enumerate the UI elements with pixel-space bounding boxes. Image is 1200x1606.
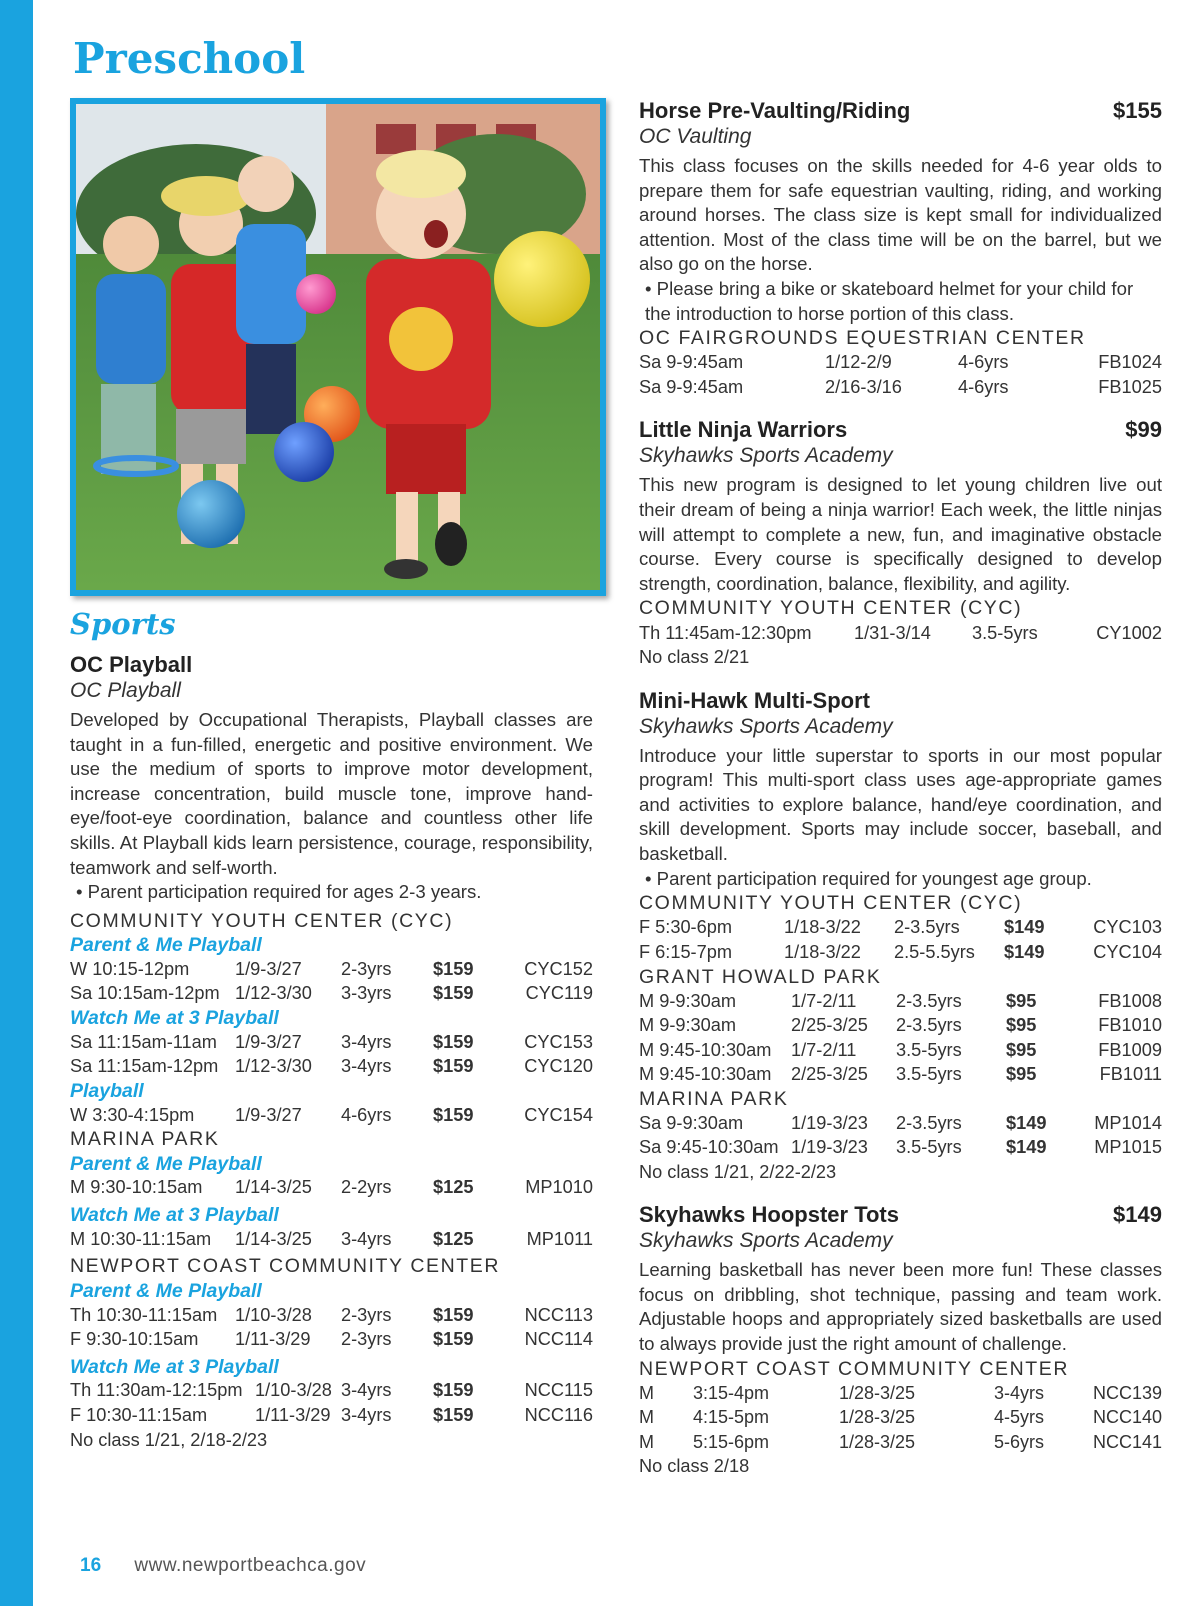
class-description: Learning basketball has never been more fun! These classes focus on dribbling, shot technique, passing and team work. Adjustable hoops and appropriately sized basketballs are used to always provide just the right amount of challenge. [639,1259,1162,1355]
group-label: Watch Me at 3 Playball [70,1204,279,1227]
schedule-row: Th 11:45am-12:30pm 1/31-3/14 3.5-5yrs CY1002 [639,622,1162,643]
location-name: MARINA PARK [70,1128,220,1151]
group-label: Watch Me at 3 Playball [70,1355,279,1378]
class-bullet: • Please bring a bike or skateboard helmet for your child for the introduction to horse portion of this class. [645,277,1134,324]
class-price: $155 [1113,98,1162,123]
schedule-row: M 5:15-6pm 1/28-3/25 5-6yrs NCC141 [639,1431,1162,1452]
group-label: Parent & Me Playball [70,1152,262,1175]
location-name: GRANT HOWALD PARK [639,965,882,988]
schedule-table [639,989,1162,1087]
schedule-row: Sa 10:15am-12pm 1/12-3/30 3-3yrs $159 CYC119 [70,983,593,1004]
class-provider: OC Playball [70,679,181,702]
ninja-listing [639,417,1162,669]
page-number: 16 [80,1555,102,1576]
class-note: No class 1/21, 2/22-2/23 [639,1161,837,1182]
schedule-table [639,1111,1162,1160]
kids-playing-photo [70,98,606,596]
class-title: OC Playball [70,652,193,677]
location-name: NEWPORT COAST COMMUNITY CENTER [639,1357,1070,1380]
page-footer [80,1555,366,1577]
schedule-row: F 6:15-7pm 1/18-3/22 2.5-5.5yrs $149 CYC104 [639,941,1162,962]
group-label: Playball [70,1079,144,1102]
schedule-row: M 9:45-10:30am 1/7-2/11 3.5-5yrs $95 FB1009 [639,1039,1162,1060]
class-title: Mini-Hawk Multi-Sport [639,687,870,713]
schedule-row: M 9:30-10:15am 1/14-3/25 2-2yrs $125 MP1010 [70,1177,593,1198]
schedule-row: Th 11:30am-12:15pm 1/10-3/28 3-4yrs $159 NCC115 [70,1380,593,1401]
schedule-row: W 10:15-12pm 1/9-3/27 2-3yrs $159 CYC152 [70,958,593,979]
right-column [639,98,1162,1479]
horse-listing [639,98,1162,399]
class-note: No class 2/18 [639,1456,750,1477]
location-name: OC FAIRGROUNDS EQUESTRIAN CENTER [639,327,1086,350]
schedule-row: F 9:30-10:15am 1/11-3/29 2-3yrs $159 NCC114 [70,1329,593,1350]
group-label: Parent & Me Playball [70,1279,262,1302]
schedule-row: F 10:30-11:15am 1/11-3/29 3-4yrs $159 NCC116 [70,1404,593,1425]
class-description: Developed by Occupational Therapists, Playball classes are taught in a fun-filled, energetic and positive environment. We use the medium of sports to improve motor development, increase concentration, build muscle tone, improve hand-eye/foot-eye coordination, balance and countless other life skills. At Playball kids learn persistence, courage, responsibility, teamwork and self-worth. [70,709,593,878]
class-note: No class 1/21, 2/18-2/23 [70,1429,268,1450]
schedule-row: Sa 9:45-10:30am 1/19-3/23 3.5-5yrs $149 MP1015 [639,1137,1162,1158]
schedule-table [639,351,1162,400]
left-accent-bar [0,0,33,1606]
website-link[interactable]: www.newportbeachca.gov [134,1555,367,1576]
group-label: Watch Me at 3 Playball [70,1007,279,1030]
class-provider: Skyhawks Sports Academy [639,444,893,468]
schedule-table [70,1303,593,1352]
class-bullet: • Parent participation required for youngest age group. [645,867,1092,889]
class-note: No class 2/21 [639,647,750,668]
location-name: NEWPORT COAST COMMUNITY CENTER [70,1255,501,1278]
oc-playball-listing [70,652,593,1452]
schedule-row: M 4:15-5pm 1/28-3/25 4-5yrs NCC140 [639,1407,1162,1428]
schedule-row: M 9-9:30am 2/25-3/25 2-3.5yrs $95 FB1010 [639,1015,1162,1036]
class-description: Introduce your little superstar to sports in our most popular program! This multi-sport class uses age-appropriate games and activities to explore balance, hand/eye coordination, and skill development. Sports may include soccer, baseball, and basketball. [639,744,1162,865]
location-name: COMMUNITY YOUTH CENTER (CYC) [70,909,454,932]
class-description: This class focuses on the skills needed for 4-6 year olds to prepare them for safe equestrian vaulting, riding, and working around horses. The class size is kept small for individualized attention. Most of the class time will be on the barrel, but we also go on the horse. [639,155,1162,275]
class-price: $99 [1125,417,1162,443]
schedule-table [639,621,1162,645]
class-provider: OC Vaulting [639,125,752,148]
schedule-table [70,957,593,1006]
class-price: $149 [1113,1202,1162,1228]
location-name: COMMUNITY YOUTH CENTER (CYC) [639,597,1023,620]
class-title: Horse Pre-Vaulting/Riding $155 [639,98,1162,123]
section-heading: Sports [70,607,176,641]
page-title: Preschool [73,34,306,83]
schedule-row: M 9-9:30am 1/7-2/11 2-3.5yrs $95 FB1008 [639,990,1162,1011]
schedule-table [639,1381,1162,1454]
schedule-row: Sa 11:15am-11am 1/9-3/27 3-4yrs $159 CYC153 [70,1031,593,1052]
class-provider: Skyhawks Sports Academy [639,1229,893,1253]
schedule-row: Sa 9-9:45am 1/12-2/9 4-6yrs FB1024 [639,352,1162,373]
schedule-row: Sa 9-9:45am 2/16-3/16 4-6yrs FB1025 [639,376,1162,397]
group-label: Parent & Me Playball [70,934,262,957]
schedule-row: Sa 9-9:30am 1/19-3/23 2-3.5yrs $149 MP1014 [639,1112,1162,1133]
schedule-row: Th 10:30-11:15am 1/10-3/28 2-3yrs $159 NCC113 [70,1304,593,1325]
schedule-table [639,916,1162,965]
class-title: Skyhawks Hoopster Tots $149 [639,1202,1162,1228]
schedule-table [70,1176,593,1200]
schedule-table [70,1030,593,1079]
location-name: MARINA PARK [639,1087,789,1110]
minihawk-listing [639,688,1162,1185]
class-description: This new program is designed to let young children live out their dream of being a ninja warrior! Each week, the little ninjas will attempt to complete a new, fun, and imaginative obstacle course. Every course is specifically designed to develop strength, coordination, balance, flexibility, and agility. [639,474,1162,594]
class-provider: Skyhawks Sports Academy [639,714,893,738]
schedule-row: M 10:30-11:15am 1/14-3/25 3-4yrs $125 MP1011 [70,1228,593,1249]
left-column [70,604,593,1452]
class-title: Little Ninja Warriors $99 [639,417,1162,443]
schedule-table [70,1379,593,1428]
class-bullet: • Parent participation required for ages 2-3 years. [76,881,482,903]
schedule-row: M 3:15-4pm 1/28-3/25 3-4yrs NCC139 [639,1382,1162,1403]
schedule-row: Sa 11:15am-12pm 1/12-3/30 3-4yrs $159 CYC120 [70,1056,593,1077]
schedule-table [70,1227,593,1251]
schedule-row: F 5:30-6pm 1/18-3/22 2-3.5yrs $149 CYC103 [639,917,1162,938]
schedule-row: M 9:45-10:30am 2/25-3/25 3.5-5yrs $95 FB1011 [639,1063,1162,1084]
schedule-table [70,1103,593,1127]
schedule-row: W 3:30-4:15pm 1/9-3/27 4-6yrs $159 CYC154 [70,1104,593,1125]
hoopster-listing [639,1202,1162,1478]
location-name: COMMUNITY YOUTH CENTER (CYC) [639,892,1023,915]
